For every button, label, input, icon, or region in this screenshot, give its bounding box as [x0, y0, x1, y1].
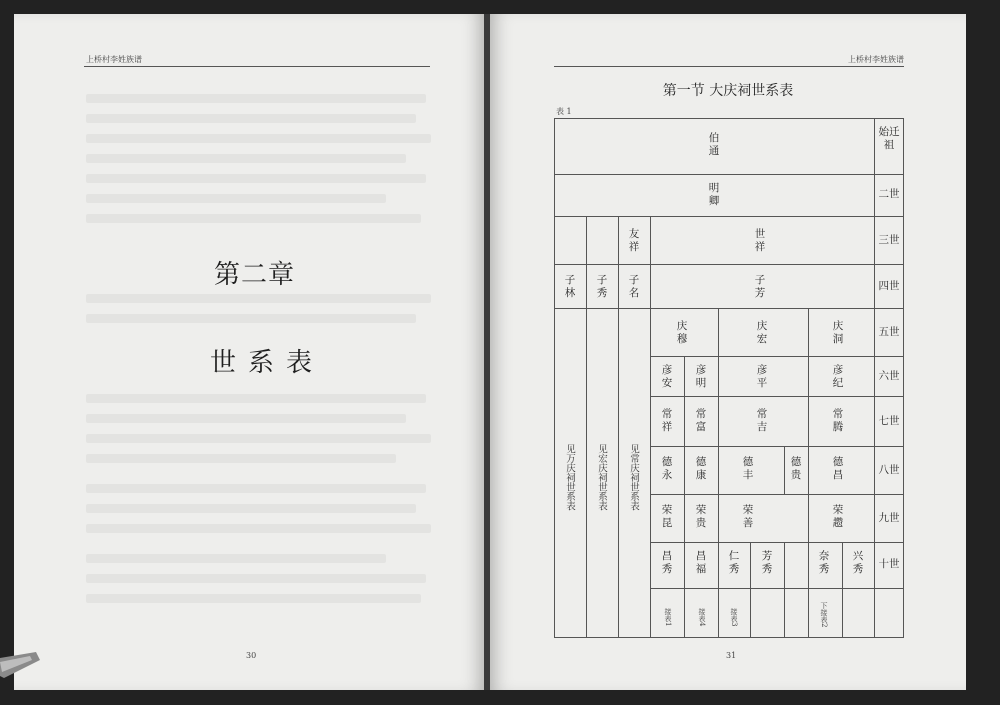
person-name: 庆穆 — [676, 320, 688, 345]
generation-label: 六世 — [878, 370, 900, 382]
person-name: 仁秀 — [728, 550, 740, 575]
generation-label: 七世 — [878, 415, 900, 427]
person-name: 奈秀 — [818, 550, 830, 575]
cross-reference: 见常庆祠世系表 — [628, 444, 639, 511]
person-name: 子芳 — [754, 274, 766, 299]
page-number: 31 — [726, 651, 737, 660]
section-title: 世系表 — [210, 348, 325, 378]
person-name: 明卿 — [708, 182, 720, 207]
generation-label: 十世 — [878, 558, 900, 570]
person-name: 子名 — [628, 274, 640, 299]
person-name: 友祥 — [628, 228, 640, 253]
continuation-note: 接表4 — [698, 608, 706, 627]
person-name: 世祥 — [754, 228, 766, 253]
person-name: 昌秀 — [661, 550, 673, 575]
person-name: 芳秀 — [761, 550, 773, 575]
person-name: 彦纪 — [832, 364, 844, 389]
person-name: 昌福 — [695, 550, 707, 575]
generation-label: 二世 — [878, 188, 900, 200]
continuation-note: 接表3 — [730, 608, 738, 627]
person-name: 兴秀 — [852, 550, 864, 575]
person-name: 庆洞 — [832, 320, 844, 345]
person-name: 常祥 — [661, 408, 673, 433]
person-name: 德康 — [695, 456, 707, 481]
person-name: 庆宏 — [756, 320, 768, 345]
person-name: 德丰 — [742, 456, 754, 481]
generation-label: 四世 — [878, 280, 900, 292]
generation-label: 九世 — [878, 512, 900, 524]
person-name: 彦平 — [756, 364, 768, 389]
cross-reference: 见宏庆祠世系表 — [596, 444, 607, 511]
generation-label: 五世 — [878, 326, 900, 338]
chapter-title: 第二章 — [214, 260, 296, 290]
person-name: 常吉 — [756, 408, 768, 433]
person-name: 德贵 — [790, 456, 802, 481]
running-head: 上桥村李姓族谱 — [848, 55, 904, 64]
person-name: 荣贵 — [695, 504, 707, 529]
person-name: 子秀 — [596, 274, 608, 299]
running-head: 上桥村李姓族谱 — [86, 55, 142, 64]
person-name: 常富 — [695, 408, 707, 433]
person-name: 常腾 — [832, 408, 844, 433]
person-name: 德昌 — [832, 456, 844, 481]
person-name: 彦安 — [661, 364, 673, 389]
continuation-note: 接表1 — [664, 608, 672, 627]
person-name: 彦明 — [695, 364, 707, 389]
genealogy-table — [554, 118, 904, 638]
right-page — [490, 14, 966, 690]
person-name: 德永 — [661, 456, 673, 481]
person-name: 荣趱 — [832, 504, 844, 529]
cross-reference: 见万庆祠世系表 — [564, 444, 575, 511]
person-name: 荣昆 — [661, 504, 673, 529]
person-name: 子林 — [564, 274, 576, 299]
table-label: 表 1 — [556, 107, 572, 116]
section-heading: 第一节 大庆祠世系表 — [662, 83, 794, 99]
header-rule — [84, 66, 430, 67]
person-name: 伯通 — [708, 132, 720, 157]
page-number: 30 — [246, 651, 257, 660]
header-rule — [554, 66, 904, 67]
person-name: 荣善 — [742, 504, 754, 529]
generation-label: 始迁祖 — [878, 126, 900, 151]
generation-label: 三世 — [878, 234, 900, 246]
left-page — [14, 14, 484, 690]
generation-label: 八世 — [878, 464, 900, 476]
continuation-note: 下接表2 — [820, 602, 828, 628]
binder-clip — [0, 648, 40, 684]
